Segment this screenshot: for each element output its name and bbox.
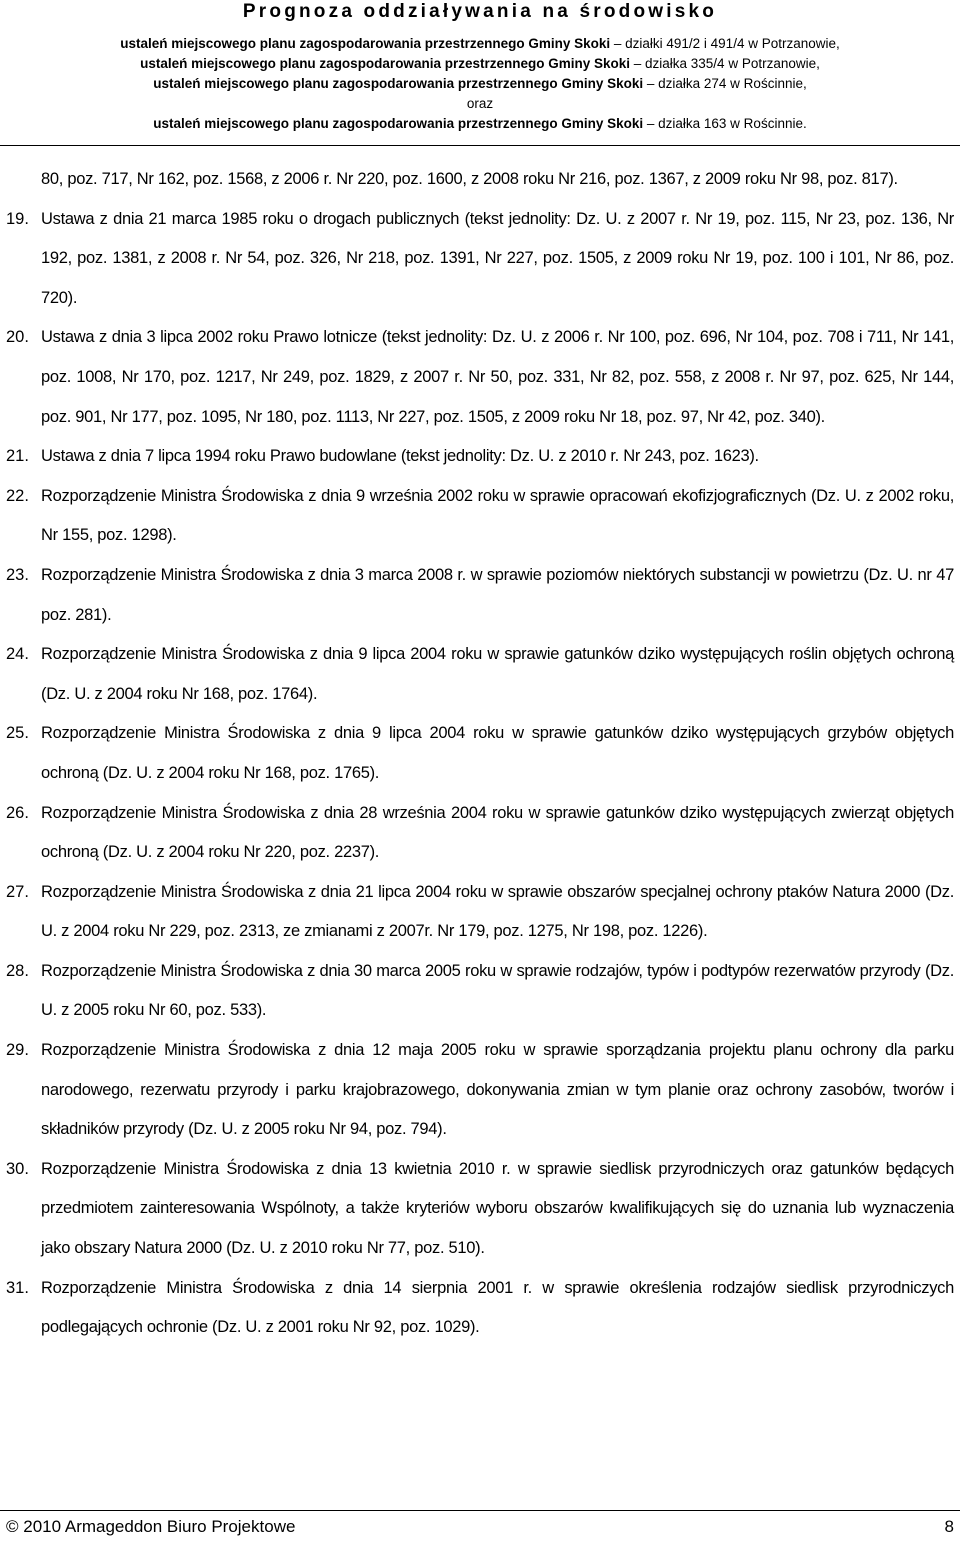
header-line-2-rest: – działka 335/4 w Potrzanowie, — [630, 56, 820, 71]
page-header — [0, 0, 960, 148]
item-number: 25. — [6, 724, 29, 743]
list-item-continuation — [0, 160, 960, 200]
item-text: Rozporządzenie Ministra Środowiska z dnia 28 września 2004 roku w sprawie gatunków dziko występujących zwierząt objętych ochroną (Dz. U. z 2004 roku Nr 220, poz. 2237). — [41, 803, 954, 862]
item-text: Rozporządzenie Ministra Środowiska z dnia 21 lipca 2004 roku w sprawie obszarów specjalnej ochrony ptaków Natura 2000 (Dz. U. z 2004 roku Nr 229, poz. 2313, ze zmianami z 2007r. Nr 179, poz. 1275, Nr 198, poz. 1226). — [41, 882, 954, 941]
item-number: 24. — [6, 645, 29, 664]
item-number: 21. — [6, 447, 29, 466]
item-text: Rozporządzenie Ministra Środowiska z dnia 9 lipca 2004 roku w sprawie gatunków dziko występujących grzybów objętych ochroną (Dz. U. z 2004 roku Nr 168, poz. 1765). — [41, 724, 954, 782]
page-footer — [0, 1510, 960, 1546]
header-line-1-bold: ustaleń miejscowego planu zagospodarowania przestrzennego Gminy Skoki — [120, 36, 611, 51]
header-line-4-rest: oraz — [466, 96, 494, 111]
list-item — [0, 556, 960, 635]
item-number: 19. — [6, 209, 29, 228]
footer-copyright: © 2010 Armageddon Biuro Projektowe — [6, 1517, 296, 1536]
item-text: Ustawa z dnia 3 lipca 2002 roku Prawo lotnicze (tekst jednolity: Dz. U. z 2006 r. Nr 100, poz. 696, Nr 104, poz. 708 i 711, Nr 141, poz. 1008, Nr 170, poz. 1217, Nr 249, poz. 1829, z 2007 r. Nr 50, poz. 331, Nr 82, poz. 558, z 2008 r. Nr 97, poz. 625, Nr 144, poz. 901, Nr 177, poz. 1095, Nr 180, poz. 1113, Nr 227, poz. 1505, z 2009 roku Nr 18, poz. 97, Nr 42, poz. 340). — [41, 328, 954, 426]
page-number: 8 — [944, 1517, 954, 1536]
list-item — [0, 1150, 960, 1269]
list-item — [0, 952, 960, 1031]
header-line-3-bold: ustaleń miejscowego planu zagospodarowania przestrzennego Gminy Skoki — [153, 76, 644, 91]
list-item — [0, 477, 960, 556]
item-number: 30. — [6, 1159, 29, 1178]
list-item — [0, 794, 960, 873]
list-item — [0, 635, 960, 714]
item-text: Rozporządzenie Ministra Środowiska z dnia 3 marca 2008 r. w sprawie poziomów niektórych substancji w powietrzu (Dz. U. nr 47 poz. 281). — [41, 565, 954, 624]
header-line-5-rest: – działka 163 w Rościnnie. — [643, 116, 807, 131]
document-title: Prognoza oddziaływania na środowisko — [242, 1, 718, 22]
item-number: 23. — [6, 565, 29, 584]
item-text: Rozporządzenie Ministra Środowiska z dnia 9 września 2002 roku w sprawie opracowań ekofizjograficznych (Dz. U. z 2002 roku, Nr 155, poz. 1298). — [41, 486, 954, 545]
item-number: 31. — [6, 1278, 29, 1297]
item-number: 27. — [6, 882, 29, 901]
header-line-2-bold: ustaleń miejscowego planu zagospodarowania przestrzennego Gminy Skoki — [140, 56, 630, 71]
continuation-text: 80, poz. 717, Nr 162, poz. 1568, z 2006 r. Nr 220, poz. 1600, z 2008 roku Nr 216, poz. 1367, z 2009 roku Nr 98, poz. 817). — [41, 170, 898, 188]
item-text: Rozporządzenie Ministra Środowiska z dnia 14 sierpnia 2001 r. w sprawie określenia rodzajów siedlisk przyrodniczych podlegających ochronie (Dz. U. z 2001 roku Nr 92, poz. 1029). — [41, 1278, 954, 1337]
header-line-1-rest: – działki 491/2 i 491/4 w Potrzanowie, — [610, 36, 840, 51]
list-item — [0, 873, 960, 952]
header-line-2 — [0, 55, 960, 73]
item-number: 22. — [6, 486, 29, 505]
list-item — [0, 318, 960, 437]
list-item — [0, 1269, 960, 1348]
list-item — [0, 437, 960, 477]
list-item — [0, 1031, 960, 1150]
item-text: Rozporządzenie Ministra Środowiska z dnia 9 lipca 2004 roku w sprawie gatunków dziko występujących roślin objętych ochroną (Dz. U. z 2004 roku Nr 168, poz. 1764). — [41, 645, 954, 703]
item-text: Ustawa z dnia 21 marca 1985 roku o drogach publicznych (tekst jednolity: Dz. U. z 2007 r. Nr 19, poz. 115, Nr 23, poz. 136, Nr 192, poz. 1381, z 2008 r. Nr 54, poz. 326, Nr 218, poz. 1391, Nr 227, poz. 1505, z 2009 roku Nr 19, poz. 100 i 101, Nr 86, poz. 720). — [41, 209, 954, 307]
header-line-5-bold: ustaleń miejscowego planu zagospodarowania przestrzennego Gminy Skoki — [153, 116, 644, 131]
item-text: Rozporządzenie Ministra Środowiska z dnia 30 marca 2005 roku w sprawie rodzajów, typów i podtypów rezerwatów przyrody (Dz. U. z 2005 roku Nr 60, poz. 533). — [41, 961, 954, 1020]
item-number: 29. — [6, 1041, 29, 1060]
header-line-5 — [0, 115, 960, 133]
list-item — [0, 714, 960, 793]
header-line-1 — [0, 35, 960, 53]
list-item — [0, 200, 960, 319]
item-text: Rozporządzenie Ministra Środowiska z dnia 12 maja 2005 roku w sprawie sporządzania projektu planu ochrony dla parku narodowego, rezerwatu przyrody i parku krajobrazowego, dokonywania zmian w tym planie oraz ochrony zasobów, tworów i składników przyrody (Dz. U. z 2005 roku Nr 94, poz. 794). — [41, 1041, 954, 1139]
item-number: 28. — [6, 961, 29, 980]
header-line-3-rest: – działka 274 w Rościnnie, — [643, 76, 807, 91]
reference-list — [0, 160, 960, 1348]
header-divider — [0, 145, 960, 146]
item-number: 26. — [6, 803, 29, 822]
item-text: Ustawa z dnia 7 lipca 1994 roku Prawo budowlane (tekst jednolity: Dz. U. z 2010 r. Nr 243, poz. 1623). — [41, 447, 759, 466]
header-line-4 — [0, 95, 960, 113]
header-line-3 — [0, 75, 960, 93]
item-number: 20. — [6, 328, 29, 347]
item-text: Rozporządzenie Ministra Środowiska z dnia 13 kwietnia 2010 r. w sprawie siedlisk przyrodniczych oraz gatunków będących przedmiotem zainteresowania Wspólnoty, a także kryteriów wyboru obszarów kwalifikujących się do uznania lub wyznaczenia jako obszary Natura 2000 (Dz. U. z 2010 roku Nr 77, poz. 510). — [41, 1159, 954, 1258]
